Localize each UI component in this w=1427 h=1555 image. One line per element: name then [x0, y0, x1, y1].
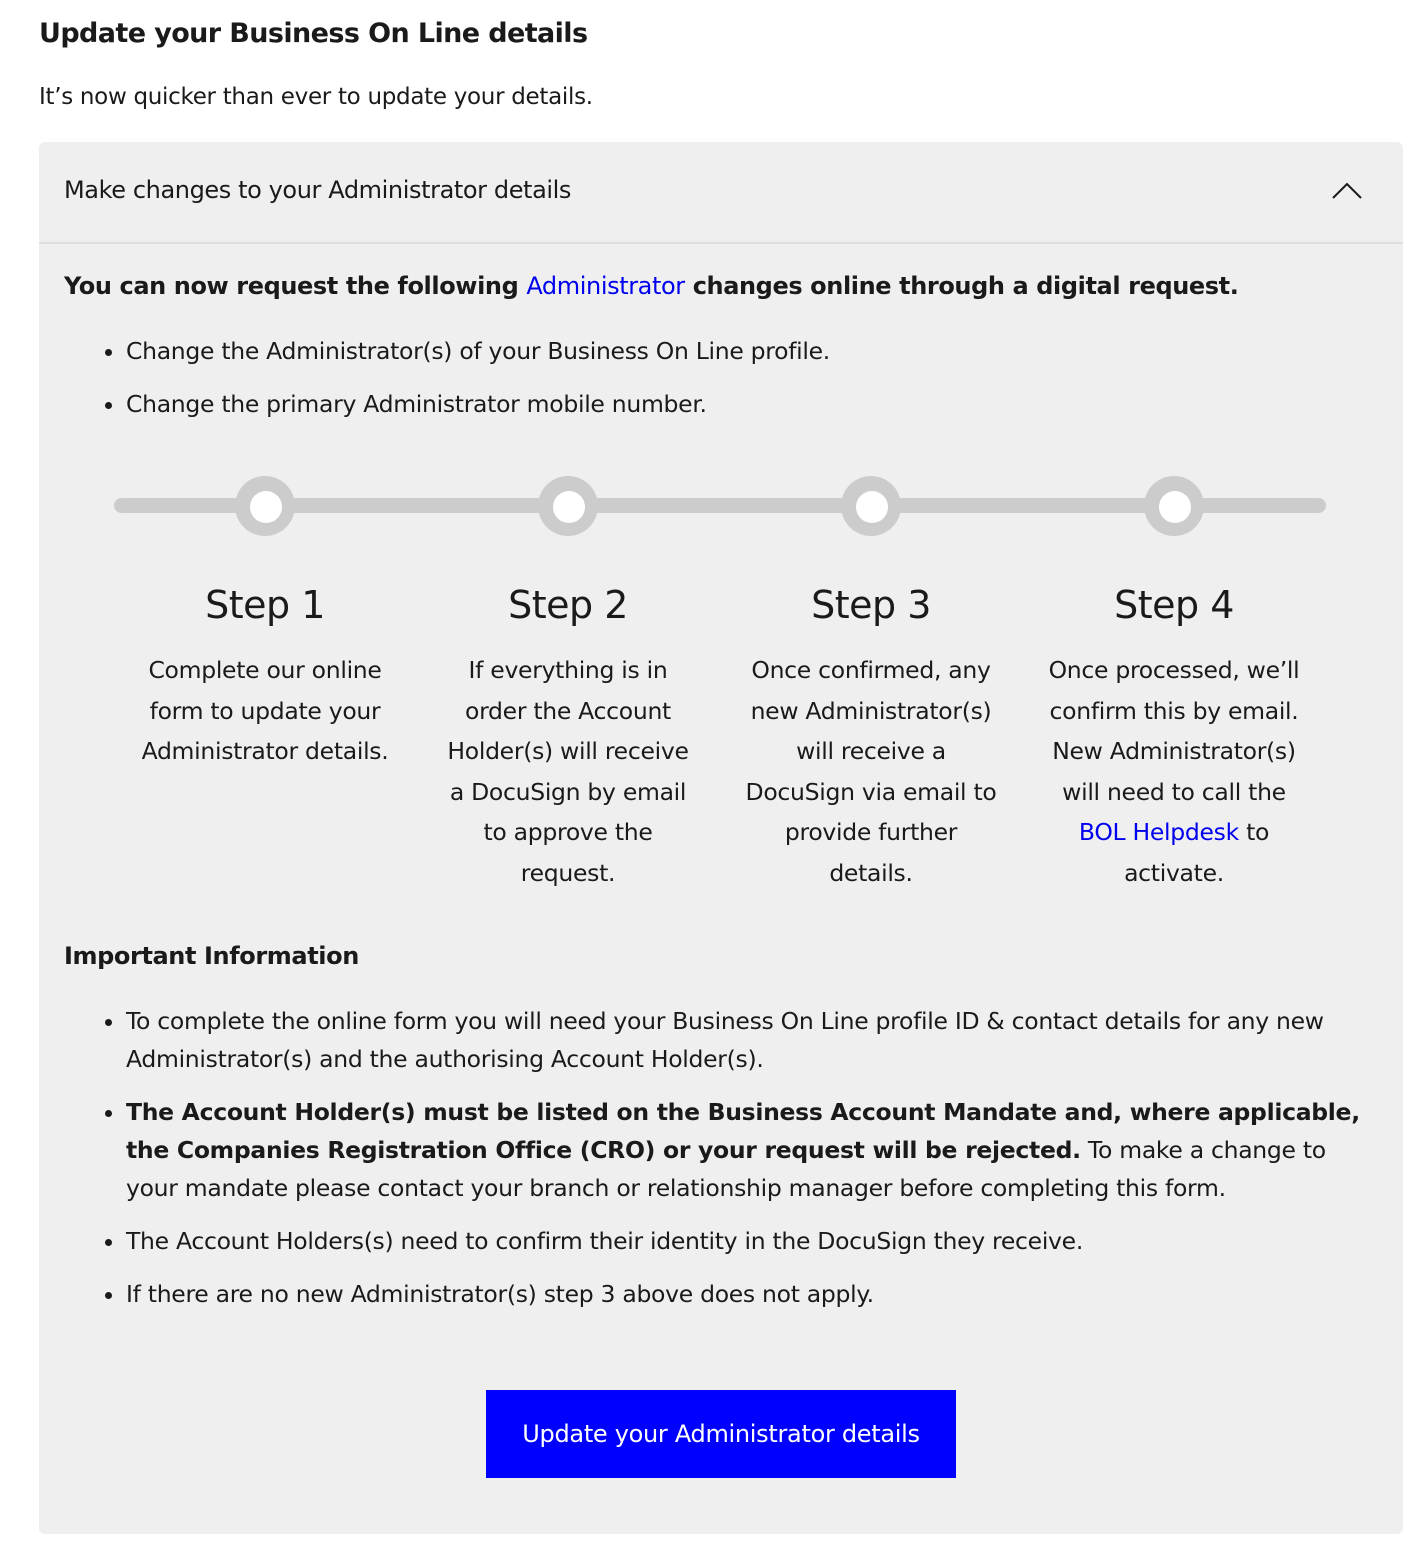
- warning-text: The Account Holder(s) must be listed on the Business Account Mandate and, where applicable, the Companies Registration Office (CRO) or your request will be rejected.: [126, 1098, 1360, 1164]
- steps-row: [114, 580, 1326, 900]
- list-item: • Change the Administrator(s) of your Business On Line profile.: [126, 332, 830, 370]
- step-description-end: to activate.: [1124, 818, 1270, 887]
- list-item: • To complete the online form you will need your Business On Line profile ID & contact details for any new Administrator(s) and the authorising Account Holder(s).: [126, 1002, 1376, 1078]
- bol-helpdesk-link[interactable]: BOL Helpdesk: [1078, 818, 1239, 846]
- intro-text: It’s now quicker than ever to update your details.: [39, 84, 593, 110]
- important-info-list: [64, 1002, 1376, 1328]
- step-description: Once confirmed, any new Administrator(s) will receive a DocuSign via email to provide further details.: [745, 656, 997, 887]
- step-3-node: [841, 476, 901, 536]
- step-description: Complete our online form to update your Administrator details.: [141, 656, 389, 765]
- progress-stepper: [114, 476, 1328, 546]
- step-2-node: [538, 476, 598, 536]
- accordion-title: Make changes to your Administrator details: [64, 176, 572, 204]
- step-4-node: [1144, 476, 1204, 536]
- list-item: [126, 1093, 1376, 1207]
- lead-text-end: changes online through a digital request.: [684, 272, 1239, 300]
- step-1-node: [235, 476, 295, 536]
- step-3: [736, 580, 1006, 893]
- list-item: • Change the primary Administrator mobile number.: [126, 385, 830, 423]
- step-description-start: Once processed, we’ll confirm this by email. New Administrator(s) will need to call the: [1048, 656, 1300, 806]
- lead-text-start: You can now request the following: [64, 272, 527, 300]
- step-description: If everything is in order the Account Holder(s) will receive a DocuSign by email to approve the request.: [447, 656, 689, 887]
- step-title: Step 2: [508, 583, 628, 627]
- lead-text: [64, 272, 1238, 300]
- list-item: • The Account Holders(s) need to confirm their identity in the DocuSign they receive.: [126, 1222, 1376, 1260]
- step-description: [1039, 650, 1309, 893]
- chevron-up-icon[interactable]: [1329, 178, 1365, 202]
- step-1: [130, 580, 400, 772]
- step-4: [1039, 580, 1309, 893]
- step-title: Step 3: [811, 583, 931, 627]
- list-item: • If there are no new Administrator(s) step 3 above does not apply.: [126, 1275, 1376, 1313]
- important-info-title: Important Information: [64, 942, 359, 970]
- administrator-link[interactable]: Administrator: [526, 272, 685, 300]
- page-title: Update your Business On Line details: [39, 18, 588, 49]
- step-2: [433, 580, 703, 893]
- update-administrator-details-button[interactable]: Update your Administrator details: [486, 1390, 956, 1478]
- step-title: Step 4: [1114, 583, 1234, 627]
- changes-list: [64, 332, 830, 438]
- mandate-note: To make a change to your mandate please contact your branch or relationship manager before completing this form.: [126, 1136, 1326, 1202]
- accordion-header[interactable]: [39, 142, 1403, 244]
- step-title: Step 1: [205, 583, 325, 627]
- admin-details-accordion: [39, 142, 1403, 1534]
